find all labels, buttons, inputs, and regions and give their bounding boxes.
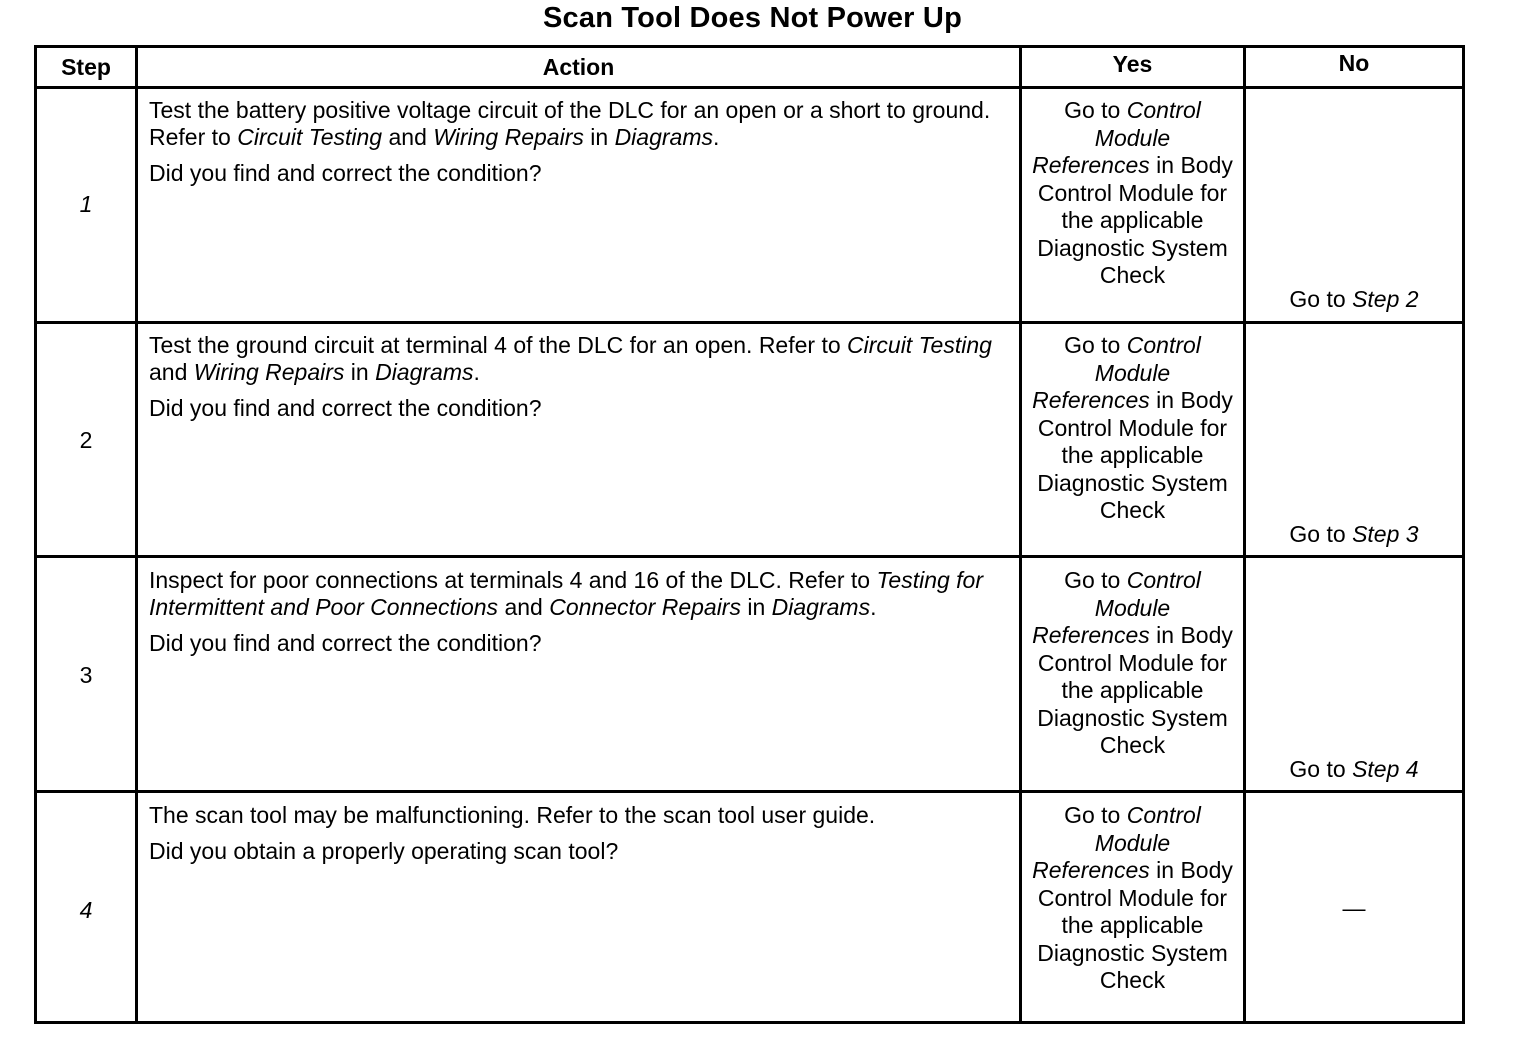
reference-link: Testing for Intermittent and Poor Connections	[149, 567, 984, 620]
yes-text-part: Body Control Module	[1037, 152, 1233, 206]
reference-link: Control Module	[1094, 97, 1201, 151]
action-cell-2	[149, 332, 1009, 431]
yes-text-part: Diagnostic System Check	[1037, 469, 1228, 523]
action-text-part: in	[350, 359, 369, 385]
yes-text-part: Body Control Module	[1037, 857, 1233, 911]
no-text-part: Go to	[1289, 756, 1346, 782]
no-cell-1	[1246, 286, 1462, 313]
step-number-4: 4	[79, 897, 93, 923]
action-text-part: .	[473, 359, 480, 385]
yes-text-part: in	[1156, 387, 1175, 413]
reference-link: Wiring Repairs	[433, 124, 584, 150]
yes-text-part: Go to	[1064, 802, 1121, 828]
action-text	[149, 567, 1009, 621]
no-text-part: Go to	[1289, 286, 1346, 312]
reference-link: References	[1032, 622, 1150, 648]
row-divider	[37, 321, 1462, 324]
action-text-part: Test the battery positive voltage circuit of the DLC for an open or a short to ground. Refer to	[149, 97, 991, 150]
no-cell-2	[1246, 521, 1462, 548]
reference-link: References	[1032, 152, 1150, 178]
reference-link: References	[1032, 387, 1150, 413]
yes-cell-1	[1022, 97, 1243, 290]
yes-text-part: Diagnostic System Check	[1037, 234, 1228, 288]
row-divider	[37, 86, 1462, 89]
no-cell-4	[1246, 895, 1462, 922]
reference-link: Diagrams	[375, 359, 474, 385]
yes-text-part: Go to	[1064, 567, 1121, 593]
action-text	[149, 332, 1009, 386]
header-step: Step	[61, 54, 111, 80]
action-text-part: and	[388, 124, 427, 150]
yes-cell-3	[1022, 567, 1243, 760]
step-reference: Step 3	[1352, 521, 1419, 547]
reference-link: Diagrams	[614, 124, 713, 150]
yes-text-part: Go to	[1064, 332, 1121, 358]
action-text: The scan tool may be malfunctioning. Refer to the scan tool user guide.	[149, 802, 876, 828]
reference-link: Control Module	[1094, 567, 1201, 621]
action-text-part: and	[504, 594, 543, 620]
action-question: Did you obtain a properly operating scan tool?	[149, 838, 619, 864]
yes-text-part: Diagnostic System Check	[1037, 704, 1228, 758]
row-divider	[37, 790, 1462, 793]
step-number-3: 3	[79, 662, 93, 688]
page-title: Scan Tool Does Not Power Up	[543, 2, 962, 34]
yes-text-part: for the applicable	[1061, 414, 1228, 468]
yes-text-part: in	[1156, 152, 1175, 178]
reference-link: Circuit Testing	[847, 332, 992, 358]
reference-link: Diagrams	[771, 594, 871, 620]
action-cell-3	[149, 567, 1009, 666]
yes-text-part: for the applicable	[1061, 884, 1228, 938]
no-cell-3	[1246, 756, 1462, 783]
reference-link: Connector Repairs	[549, 594, 741, 620]
no-text-part: Go to	[1289, 521, 1346, 547]
header-action: Action	[542, 54, 615, 80]
yes-text-part: for the applicable	[1061, 179, 1228, 233]
yes-cell-4	[1022, 802, 1243, 995]
step-number-2: 2	[79, 427, 93, 453]
header-no: No	[1338, 50, 1370, 76]
action-question: Did you find and correct the condition?	[149, 630, 542, 656]
yes-text-part: Diagnostic System Check	[1037, 939, 1228, 993]
step-reference: Step 4	[1352, 756, 1419, 782]
reference-link: Wiring Repairs	[193, 359, 345, 385]
row-divider	[37, 555, 1462, 558]
step-number-1: 1	[79, 191, 93, 217]
action-text-part: .	[712, 124, 720, 150]
action-text-part: in	[747, 594, 766, 620]
yes-text-part: in	[1156, 622, 1175, 648]
header-yes: Yes	[1112, 51, 1153, 77]
reference-link: Circuit Testing	[237, 124, 383, 150]
reference-link: Control Module	[1094, 802, 1201, 856]
reference-link: References	[1032, 857, 1150, 883]
yes-cell-2	[1022, 332, 1243, 525]
diagnostic-table	[34, 45, 1465, 1024]
action-text-part: Test the ground circuit at terminal 4 of the DLC for an open. Refer to	[149, 332, 841, 358]
action-cell-1	[149, 97, 1009, 196]
yes-text-part: Body Control Module	[1037, 622, 1233, 676]
action-cell-4	[149, 802, 1009, 874]
yes-text-part: Go to	[1064, 97, 1121, 123]
yes-text-part: in	[1156, 857, 1175, 883]
step-reference: Step 2	[1352, 286, 1419, 312]
reference-link: Control Module	[1094, 332, 1201, 386]
yes-text-part: Body Control Module	[1037, 387, 1233, 441]
action-question: Did you find and correct the condition?	[149, 160, 542, 186]
yes-text-part: for the applicable	[1061, 649, 1228, 703]
action-text-part: Inspect for poor connections at terminals 4 and 16 of the DLC. Refer to	[149, 567, 871, 593]
action-text	[149, 97, 1009, 151]
action-question: Did you find and correct the condition?	[149, 395, 542, 421]
action-text-part: in	[590, 124, 609, 150]
column-divider	[135, 48, 138, 1021]
action-text-part: .	[870, 594, 877, 620]
no-dash: —	[1342, 895, 1366, 921]
action-text-part: and	[149, 359, 188, 385]
